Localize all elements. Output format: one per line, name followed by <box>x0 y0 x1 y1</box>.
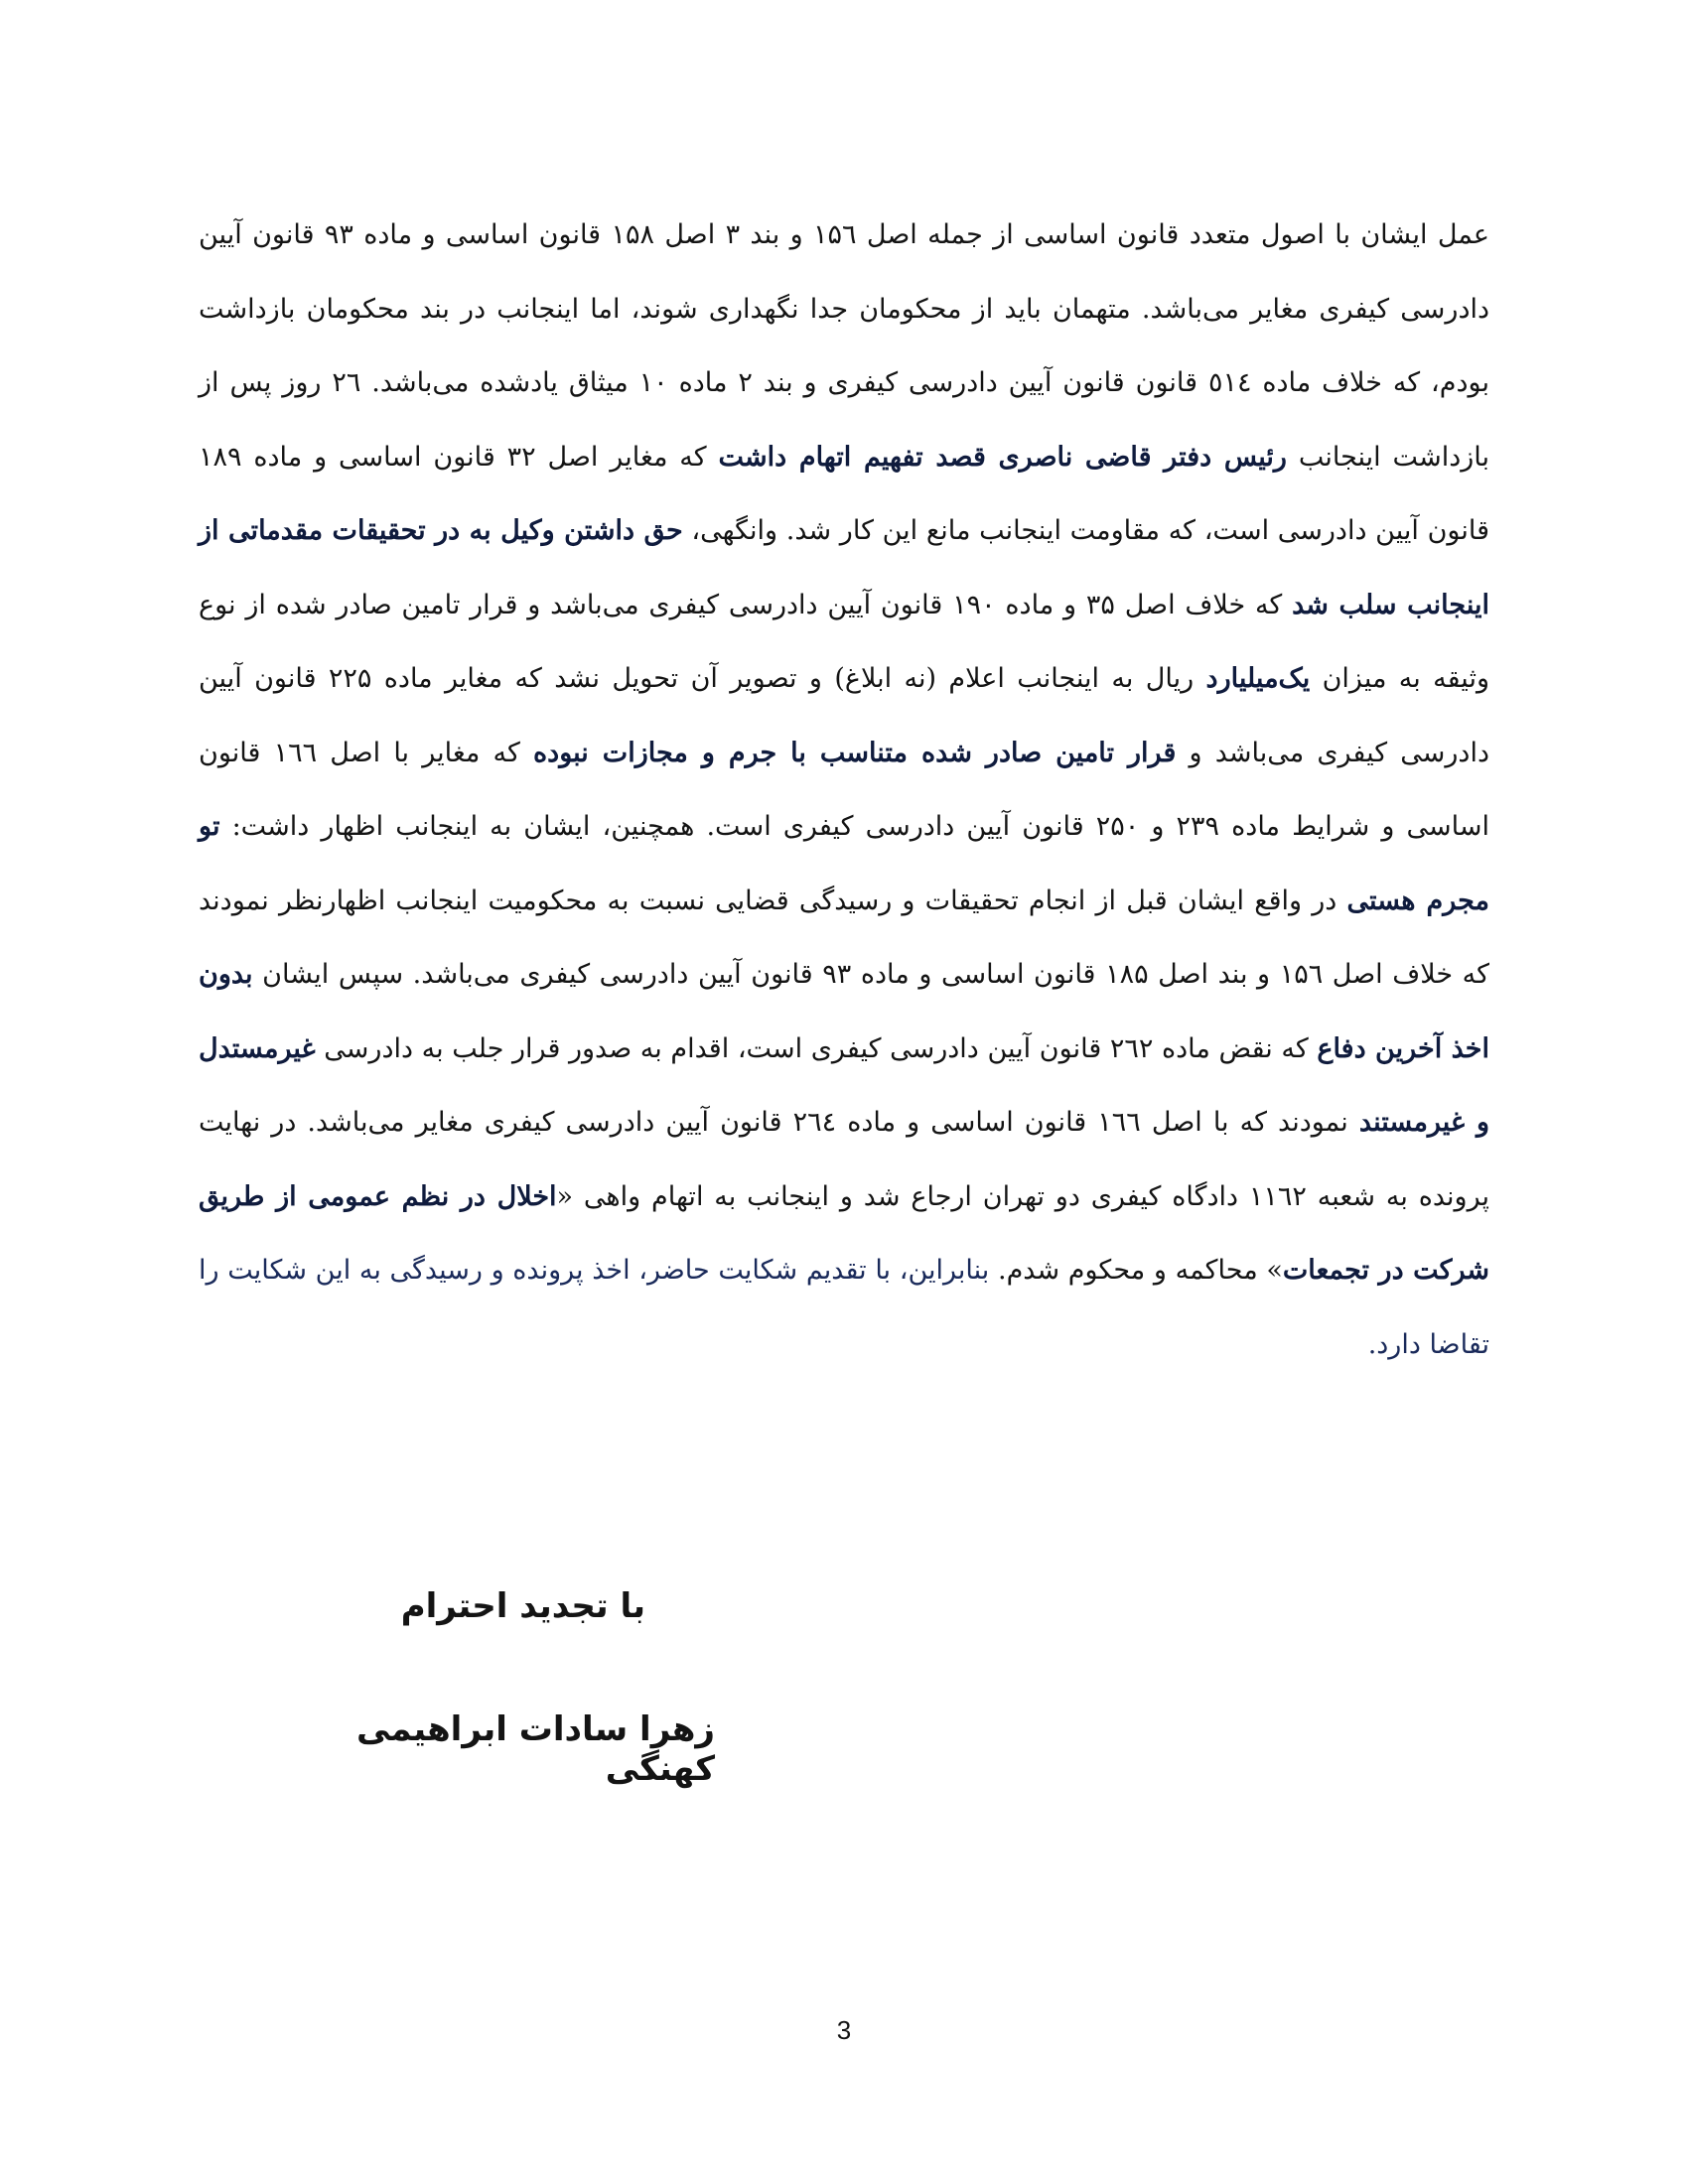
emphasis-text: قرار تامین صادر شده متناسب با جرم و مجازات نبوده <box>533 737 1177 768</box>
body-text-run: که مغایر با اصل ۱٦٦ قانون اساسی و شرایط ماده ۲۳۹ و ۲۵۰ قانون آیین دادرسی کیفری است. همچنین، ایشان به اینجانب اظهار داشت: <box>199 737 1489 842</box>
page-number: 3 <box>836 2015 852 2045</box>
emphasis-text: حق داشتن وکیل به در تحقیقات مقدماتی از اینجانب سلب شد <box>199 515 1489 620</box>
body-text-run: عمل ایشان با اصول متعدد قانون اساسی از جمله اصل ۱۵٦ و بند ۳ اصل ۱۵۸ قانون اساسی و ماده ۹۳ قانون آیین دادرسی کیفری مغایر می‌باشد. متهمان باید از محکومان جدا نگهداری شوند، اما اینجانب در بند محکومان بازداشت بودم، که خلاف ماده ٥١٤ قانون قانون آیین دادرسی کیفری و بند ۲ ماده ۱۰ میثاق یادشده می‌باشد. ۲٦ روز پس از بازداشت اینجانب <box>199 219 1489 473</box>
emphasis-text: تو مجرم هستی <box>199 811 1490 916</box>
body-text-run: که مغایر اصل ۳۲ قانون اساسی و ماده ۱۸۹ قانون آیین دادرسی است، که مقاومت اینجانب مانع این کار شد. وانگهی، <box>199 441 1489 546</box>
body-text-run: نمودند که با اصل ۱٦٦ قانون اساسی و ماده ۲٦٤ قانون آیین دادرسی کیفری مغایر می‌باشد. در نهایت پرونده به شعبه ۱۱٦۲ دادگاه کیفری دو تهران ارجاع شد و اینجانب به اتهام واهی « <box>199 1107 1489 1212</box>
emphasis-text: یک‌میلیارد <box>1205 663 1311 694</box>
body-paragraph <box>199 199 1489 1382</box>
body-text-run: در واقع ایشان قبل از انجام تحقیقات و رسیدگی قضایی نسبت به محکومیت اینجانب اظهارنظر نمودند که خلاف اصل ۱۵٦ و بند اصل ۱۸۵ قانون اساسی و ماده ۹۳ قانون آیین دادرسی کیفری می‌باشد. سپس ایشان <box>199 885 1489 990</box>
body-text-run: که نقض ماده ۲٦۲ قانون آیین دادرسی کیفری است، اقدام به صدور قرار جلب به دادرسی <box>315 1032 1318 1064</box>
closing-request-text: بنابراین، با تقدیم شکایت حاضر، اخذ پرونده و رسیدگی به این شکایت را تقاضا دارد. <box>199 1255 1489 1360</box>
emphasis-text: بدون اخذ آخرین دفاع <box>199 959 1490 1064</box>
emphasis-text: اخلال در نظم عمومی از طریق شرکت در تجمعات <box>199 1180 1489 1286</box>
body-text-run: که خلاف اصل ۳۵ و ماده ۱۹۰ قانون آیین دادرسی کیفری می‌باشد و قرار تامین صادر شده از نوع وثیقه به میزان <box>199 589 1489 694</box>
closing-regards: با تجدید احترام <box>400 1586 645 1626</box>
body-text-run: » محاکمه و محکوم شدم. <box>989 1255 1283 1286</box>
emphasis-text: غیرمستدل و غیرمستند <box>199 1032 1489 1138</box>
body-text-run: ریال به اینجانب اعلام (نه ابلاغ) و تصویر آن تحویل نشد که مغایر ماده ۲۲۵ قانون آیین دادرسی کیفری می‌باشد و <box>199 663 1489 768</box>
signature-name: زهرا سادات ابراهیمی کهنگی <box>356 1709 715 1789</box>
emphasis-text: رئیس دفتر قاضی ناصری قصد تفهیم اتهام داشت <box>718 441 1287 473</box>
